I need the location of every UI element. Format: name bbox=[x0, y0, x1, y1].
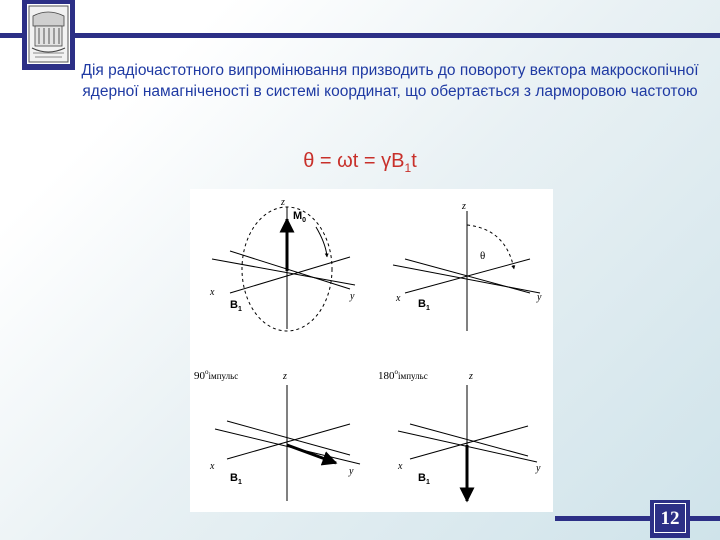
gamma-symbol: γ bbox=[381, 150, 392, 172]
b1-label: $B_1$ bbox=[230, 472, 242, 486]
axis-x-label: x bbox=[210, 461, 215, 472]
axis-y-label: y bbox=[537, 292, 542, 303]
panel-180-pulse bbox=[378, 368, 541, 501]
bottom-rule-left bbox=[555, 516, 650, 521]
axis-z-label: z bbox=[281, 197, 285, 208]
m-vector-90 bbox=[287, 445, 336, 463]
b1-label: $B_1$ bbox=[418, 298, 430, 312]
formula-b: B bbox=[391, 150, 405, 172]
panel-rotating bbox=[393, 201, 542, 331]
theta-label: θ bbox=[480, 250, 486, 262]
b1-label: $B_1$ bbox=[230, 299, 242, 313]
university-emblem bbox=[27, 4, 70, 64]
top-rule-right bbox=[75, 33, 720, 38]
axis-x-label: x bbox=[210, 287, 215, 298]
panel-90-pulse bbox=[194, 368, 360, 501]
formula-t1: t = bbox=[352, 150, 382, 172]
axis-x-label: x bbox=[396, 293, 401, 304]
theta-symbol: θ bbox=[303, 150, 315, 172]
pulse-90-label: $90^o_{імпульс}$ bbox=[194, 368, 239, 382]
b1-label: $B_1$ bbox=[418, 472, 430, 486]
axis-z-label: z bbox=[283, 371, 287, 382]
formula-t2: t bbox=[411, 150, 417, 172]
formula-eq1: = bbox=[314, 150, 338, 172]
slide-title: Дія радіочастотного випромінювання призводить до повороту вектора макроскопічної ядерної намагніченості в системі координат, що обертається з ларморовою частотою bbox=[81, 62, 699, 100]
panel-initial bbox=[209, 197, 355, 331]
axis-y-label: y bbox=[536, 463, 541, 474]
axis-x-label: x bbox=[398, 461, 403, 472]
axis-z-label: z bbox=[469, 371, 473, 382]
page-number: 12 bbox=[654, 503, 686, 533]
omega-symbol: ω bbox=[337, 150, 353, 172]
formula-sub: 1 bbox=[404, 161, 412, 175]
bottom-rule-right bbox=[690, 516, 720, 521]
pulse-180-label: $180^o_{імпульс}$ bbox=[378, 368, 428, 382]
magnetization-diagram bbox=[190, 189, 553, 512]
axis-y-label: y bbox=[349, 466, 354, 477]
axis-y-label: y bbox=[350, 291, 355, 302]
rotation-formula bbox=[0, 150, 720, 175]
m0-label: $M_0$ bbox=[293, 210, 307, 224]
axis-z-label: z bbox=[462, 201, 466, 212]
top-rule-left bbox=[0, 33, 22, 38]
